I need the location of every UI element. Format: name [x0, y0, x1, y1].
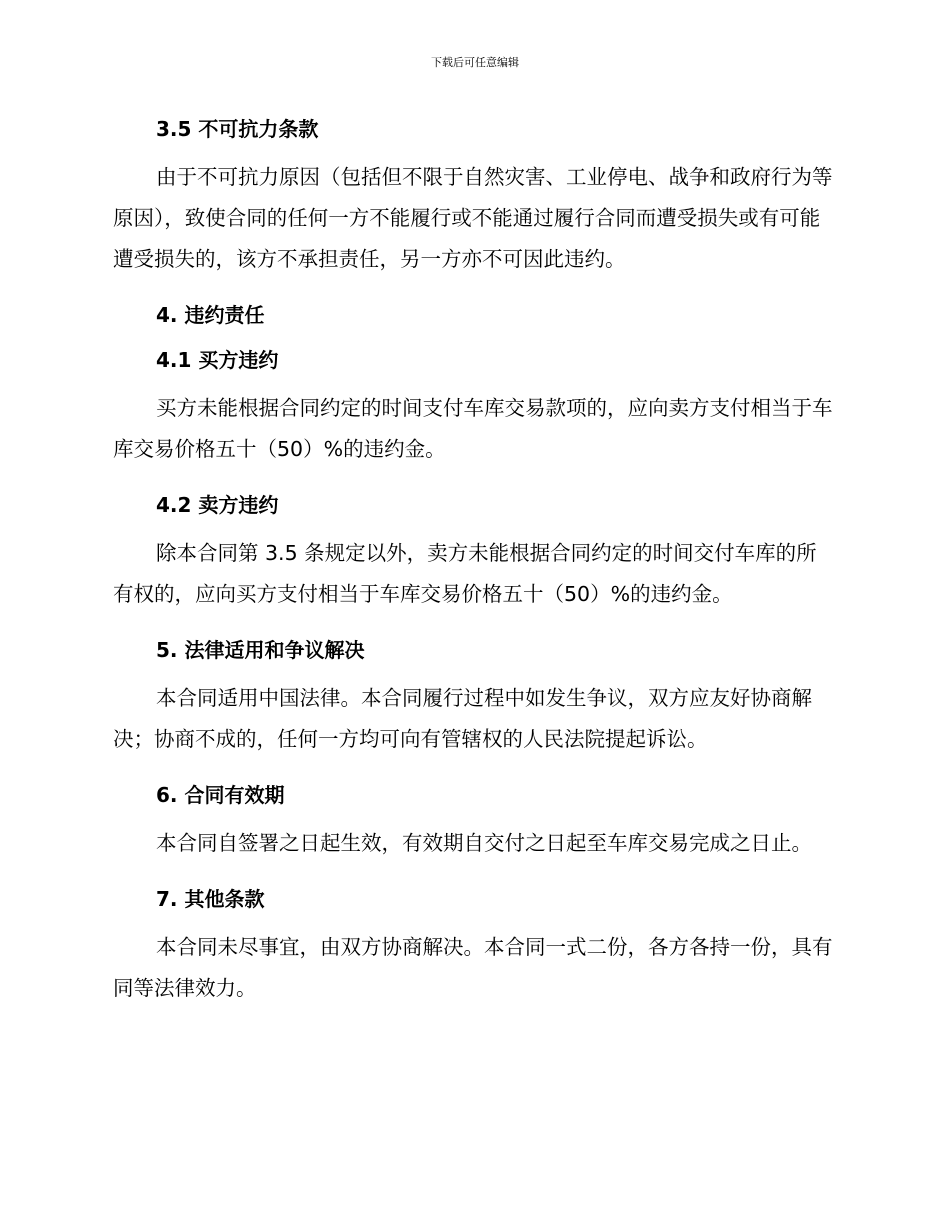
section-heading-4-2: 4.2 卖方违约 — [156, 493, 279, 517]
section-heading-4: 4. 违约责任 — [156, 303, 265, 327]
section-paragraph-4-2: 除本合同第 3.5 条规定以外，卖方未能根据合同约定的时间交付车库的所有权的，应向买方支付相当于车库交易价格五十（50）%的违约金。 — [113, 541, 817, 606]
section-heading-4-1: 4.1 买方违约 — [156, 348, 279, 372]
section-heading-6: 6. 合同有效期 — [156, 783, 285, 807]
section-paragraph-4-1: 买方未能根据合同约定的时间支付车库交易款项的，应向卖方支付相当于车库交易价格五十（50）%的违约金。 — [113, 396, 833, 461]
section-paragraph-6: 本合同自签署之日起生效，有效期自交付之日起至车库交易完成之日止。 — [156, 831, 812, 855]
section-heading-7: 7. 其他条款 — [156, 887, 265, 911]
section-paragraph-3-5: 由于不可抗力原因（包括但不限于自然灾害、工业停电、战争和政府行为等原因），致使合同的任何一方不能履行或不能通过履行合同而遭受损失或有可能遭受损失的，该方不承担责任，另一方亦不可因此违约。 — [113, 165, 833, 271]
section-paragraph-7: 本合同未尽事宜，由双方协商解决。本合同一式二份，各方各持一份，具有同等法律效力。 — [113, 935, 833, 1000]
section-paragraph-5: 本合同适用中国法律。本合同履行过程中如发生争议，双方应友好协商解决；协商不成的，任何一方均可向有管辖权的人民法院提起诉讼。 — [113, 686, 812, 751]
document-body — [113, 112, 837, 1009]
section-heading-5: 5. 法律适用和争议解决 — [156, 638, 365, 662]
page-header: 下载后可任意编辑 — [431, 56, 519, 69]
section-heading-3-5: 3.5 不可抗力条款 — [156, 117, 319, 141]
